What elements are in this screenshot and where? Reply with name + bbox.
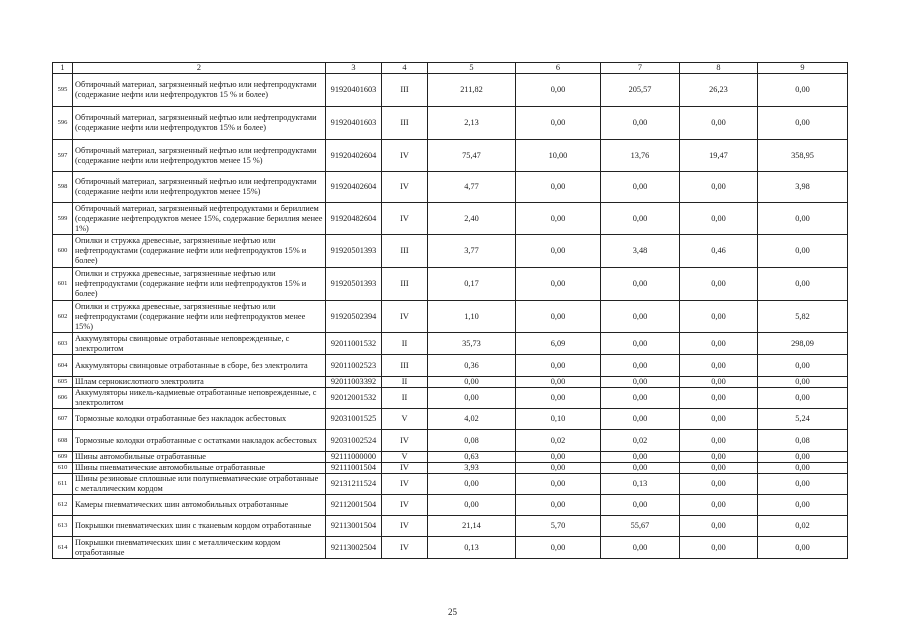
waste-name: Обтирочный материал, загрязненный нефтью или нефтепродуктами (содержание нефти или нефтепродуктов менее 15 %): [73, 140, 326, 172]
col9-value: 0,00: [758, 235, 848, 268]
hazard-class: IV: [382, 203, 428, 235]
col7-value: 55,67: [601, 516, 680, 537]
col7-value: 13,76: [601, 140, 680, 172]
hazard-class: IV: [382, 301, 428, 333]
table-row: [53, 268, 848, 301]
col-header-1: 1: [53, 63, 73, 74]
waste-name: Шины пневматические автомобильные отработанные: [73, 463, 326, 474]
col9-value: 0,00: [758, 355, 848, 377]
col5-value: 4,02: [428, 409, 516, 430]
fkko-code: 92113002504: [326, 537, 382, 559]
hazard-class: II: [382, 377, 428, 388]
col8-value: 0,00: [680, 452, 758, 463]
col5-value: 0,00: [428, 388, 516, 409]
col7-value: 0,00: [601, 107, 680, 140]
col9-value: 0,00: [758, 495, 848, 516]
waste-name: Тормозные колодки отработанные с остатками накладок асбестовых: [73, 430, 326, 452]
col6-value: 0,00: [516, 268, 601, 301]
hazard-class: III: [382, 235, 428, 268]
col-header-2: 2: [73, 63, 326, 74]
row-number: 614: [53, 537, 73, 559]
col7-value: 205,57: [601, 74, 680, 107]
row-number: 613: [53, 516, 73, 537]
col6-value: 0,00: [516, 235, 601, 268]
col8-value: 0,00: [680, 301, 758, 333]
col8-value: 0,00: [680, 377, 758, 388]
waste-name: Тормозные колодки отработанные без накладок асбестовых: [73, 409, 326, 430]
col6-value: 5,70: [516, 516, 601, 537]
hazard-class: V: [382, 452, 428, 463]
hazard-class: IV: [382, 172, 428, 203]
fkko-code: 92113001504: [326, 516, 382, 537]
col8-value: 26,23: [680, 74, 758, 107]
col6-value: 0,00: [516, 203, 601, 235]
col5-value: 2,40: [428, 203, 516, 235]
col7-value: 0,00: [601, 333, 680, 355]
waste-name: Обтирочный материал, загрязненный нефтью или нефтепродуктами (содержание нефти или нефтепродуктов 15 % и более): [73, 74, 326, 107]
row-number: 597: [53, 140, 73, 172]
col5-value: 21,14: [428, 516, 516, 537]
waste-name: Шины резиновые сплошные или полупневматические отработанные с металлическим кордом: [73, 474, 326, 495]
waste-name: Аккумуляторы никель-кадмиевые отработанные неповрежденные, с электролитом: [73, 388, 326, 409]
waste-name: Опилки и стружка древесные, загрязненные нефтью или нефтепродуктами (содержание нефти или нефтепродуктов 15% и более): [73, 235, 326, 268]
table-row: [53, 474, 848, 495]
table-row: [53, 495, 848, 516]
col6-value: 10,00: [516, 140, 601, 172]
table-row: [53, 537, 848, 559]
col7-value: 0,00: [601, 377, 680, 388]
fkko-code: 91920402604: [326, 140, 382, 172]
fkko-code: 91920482604: [326, 203, 382, 235]
fkko-code: 92031002524: [326, 430, 382, 452]
col-header-4: 4: [382, 63, 428, 74]
col-header-9: 9: [758, 63, 848, 74]
row-number: 604: [53, 355, 73, 377]
table-row: [53, 203, 848, 235]
col7-value: 0,00: [601, 388, 680, 409]
col5-value: 2,13: [428, 107, 516, 140]
col6-value: 0,00: [516, 172, 601, 203]
table-row: [53, 107, 848, 140]
table-row: [53, 301, 848, 333]
table-row: [53, 333, 848, 355]
row-number: 610: [53, 463, 73, 474]
table-row: [53, 74, 848, 107]
row-number: 612: [53, 495, 73, 516]
col9-value: 0,00: [758, 474, 848, 495]
hazard-class: IV: [382, 474, 428, 495]
col6-value: 0,00: [516, 474, 601, 495]
row-number: 600: [53, 235, 73, 268]
col5-value: 4,77: [428, 172, 516, 203]
col9-value: 0,00: [758, 268, 848, 301]
fkko-code: 92011003392: [326, 377, 382, 388]
col-header-6: 6: [516, 63, 601, 74]
col8-value: 0,00: [680, 463, 758, 474]
col8-value: 0,00: [680, 409, 758, 430]
hazard-class: III: [382, 107, 428, 140]
row-number: 607: [53, 409, 73, 430]
col8-value: 0,00: [680, 537, 758, 559]
table-body: [53, 63, 848, 559]
col8-value: 0,00: [680, 495, 758, 516]
col9-value: 5,24: [758, 409, 848, 430]
hazard-class: IV: [382, 140, 428, 172]
col7-value: 0,02: [601, 430, 680, 452]
fkko-code: 91920501393: [326, 268, 382, 301]
col6-value: 0,00: [516, 377, 601, 388]
col8-value: 0,00: [680, 268, 758, 301]
table-row: [53, 463, 848, 474]
col6-value: 0,00: [516, 452, 601, 463]
col6-value: 0,00: [516, 355, 601, 377]
col8-value: 0,00: [680, 430, 758, 452]
col9-value: 0,00: [758, 463, 848, 474]
hazard-class: II: [382, 388, 428, 409]
col8-value: 0,46: [680, 235, 758, 268]
col8-value: 0,00: [680, 333, 758, 355]
waste-name: Шины автомобильные отработанные: [73, 452, 326, 463]
col7-value: 0,00: [601, 301, 680, 333]
col7-value: 0,00: [601, 203, 680, 235]
waste-name: Камеры пневматических шин автомобильных отработанные: [73, 495, 326, 516]
col7-value: 0,13: [601, 474, 680, 495]
row-number: 602: [53, 301, 73, 333]
col9-value: 358,95: [758, 140, 848, 172]
header-row: [53, 63, 848, 74]
col8-value: 0,00: [680, 203, 758, 235]
col9-value: 0,00: [758, 537, 848, 559]
col9-value: 0,00: [758, 107, 848, 140]
col9-value: 5,82: [758, 301, 848, 333]
row-number: 608: [53, 430, 73, 452]
fkko-code: 91920401603: [326, 107, 382, 140]
col6-value: 0,00: [516, 537, 601, 559]
hazard-class: IV: [382, 430, 428, 452]
hazard-class: III: [382, 355, 428, 377]
table-row: [53, 430, 848, 452]
row-number: 596: [53, 107, 73, 140]
col5-value: 0,00: [428, 474, 516, 495]
waste-name: Опилки и стружка древесные, загрязненные нефтью или нефтепродуктами (содержание нефти или нефтепродуктов менее 15%): [73, 301, 326, 333]
waste-name: Обтирочный материал, загрязненный нефтью или нефтепродуктами (содержание нефти или нефтепродуктов менее 15%): [73, 172, 326, 203]
fkko-code: 92112001504: [326, 495, 382, 516]
col7-value: 0,00: [601, 172, 680, 203]
fkko-code: 91920501393: [326, 235, 382, 268]
col9-value: 0,08: [758, 430, 848, 452]
fkko-code: 91920402604: [326, 172, 382, 203]
hazard-class: V: [382, 409, 428, 430]
col-header-7: 7: [601, 63, 680, 74]
col6-value: 0,00: [516, 388, 601, 409]
col9-value: 0,02: [758, 516, 848, 537]
row-number: 595: [53, 74, 73, 107]
col6-value: 6,09: [516, 333, 601, 355]
col7-value: 0,00: [601, 409, 680, 430]
col9-value: 0,00: [758, 203, 848, 235]
col7-value: 0,00: [601, 452, 680, 463]
col8-value: 0,00: [680, 516, 758, 537]
fkko-code: 92012001532: [326, 388, 382, 409]
row-number: 601: [53, 268, 73, 301]
col8-value: 0,00: [680, 107, 758, 140]
fkko-code: 92031001525: [326, 409, 382, 430]
fkko-code: 92011002523: [326, 355, 382, 377]
table-row: [53, 409, 848, 430]
hazard-class: III: [382, 74, 428, 107]
fkko-code: 92131211524: [326, 474, 382, 495]
col9-value: 0,00: [758, 377, 848, 388]
col8-value: 0,00: [680, 172, 758, 203]
col5-value: 75,47: [428, 140, 516, 172]
col5-value: 35,73: [428, 333, 516, 355]
hazard-class: II: [382, 333, 428, 355]
col6-value: 0,00: [516, 107, 601, 140]
row-number: 603: [53, 333, 73, 355]
col6-value: 0,02: [516, 430, 601, 452]
col9-value: 0,00: [758, 388, 848, 409]
col5-value: 0,63: [428, 452, 516, 463]
waste-name: Обтирочный материал, загрязненный нефтепродуктами и бериллием (содержание нефтепродуктов менее 15%, содержание бериллия менее 1%): [73, 203, 326, 235]
col9-value: 0,00: [758, 452, 848, 463]
fkko-code: 92011001532: [326, 333, 382, 355]
col5-value: 0,00: [428, 495, 516, 516]
waste-name: Покрышки пневматических шин с тканевым кордом отработанные: [73, 516, 326, 537]
col7-value: 0,00: [601, 268, 680, 301]
col6-value: 0,00: [516, 463, 601, 474]
col8-value: 19,47: [680, 140, 758, 172]
col5-value: 0,08: [428, 430, 516, 452]
hazard-class: III: [382, 268, 428, 301]
row-number: 609: [53, 452, 73, 463]
col7-value: 0,00: [601, 495, 680, 516]
row-number: 599: [53, 203, 73, 235]
col5-value: 3,77: [428, 235, 516, 268]
fkko-code: 92111001504: [326, 463, 382, 474]
col9-value: 298,09: [758, 333, 848, 355]
waste-name: Опилки и стружка древесные, загрязненные нефтью или нефтепродуктами (содержание нефти или нефтепродуктов 15% и более): [73, 268, 326, 301]
col7-value: 3,48: [601, 235, 680, 268]
row-number: 611: [53, 474, 73, 495]
col5-value: 1,10: [428, 301, 516, 333]
table-row: [53, 452, 848, 463]
table-row: [53, 140, 848, 172]
waste-name: Аккумуляторы свинцовые отработанные неповрежденные, с электролитом: [73, 333, 326, 355]
hazard-class: IV: [382, 463, 428, 474]
col5-value: 0,13: [428, 537, 516, 559]
table-row: [53, 516, 848, 537]
hazard-class: IV: [382, 516, 428, 537]
col8-value: 0,00: [680, 355, 758, 377]
col8-value: 0,00: [680, 388, 758, 409]
col-header-3: 3: [326, 63, 382, 74]
col5-value: 3,93: [428, 463, 516, 474]
fkko-code: 91920502394: [326, 301, 382, 333]
table-row: [53, 355, 848, 377]
col6-value: 0,00: [516, 495, 601, 516]
col7-value: 0,00: [601, 355, 680, 377]
col7-value: 0,00: [601, 463, 680, 474]
col8-value: 0,00: [680, 474, 758, 495]
col-header-5: 5: [428, 63, 516, 74]
row-number: 605: [53, 377, 73, 388]
fkko-code: 92111000000: [326, 452, 382, 463]
table-row: [53, 172, 848, 203]
col9-value: 0,00: [758, 74, 848, 107]
col6-value: 0,00: [516, 74, 601, 107]
hazard-class: IV: [382, 537, 428, 559]
waste-table: [52, 62, 848, 559]
waste-name: Аккумуляторы свинцовые отработанные в сборе, без электролита: [73, 355, 326, 377]
table-row: [53, 235, 848, 268]
col5-value: 0,17: [428, 268, 516, 301]
col6-value: 0,10: [516, 409, 601, 430]
waste-name: Покрышки пневматических шин с металлическим кордом отработанные: [73, 537, 326, 559]
fkko-code: 91920401603: [326, 74, 382, 107]
page-number: 25: [448, 607, 457, 617]
waste-name: Обтирочный материал, загрязненный нефтью или нефтепродуктами (содержание нефти или нефтепродуктов 15% и более): [73, 107, 326, 140]
table-row: [53, 388, 848, 409]
col7-value: 0,00: [601, 537, 680, 559]
col5-value: 0,00: [428, 377, 516, 388]
row-number: 606: [53, 388, 73, 409]
col6-value: 0,00: [516, 301, 601, 333]
col9-value: 3,98: [758, 172, 848, 203]
hazard-class: IV: [382, 495, 428, 516]
col-header-8: 8: [680, 63, 758, 74]
col5-value: 211,82: [428, 74, 516, 107]
col5-value: 0,36: [428, 355, 516, 377]
row-number: 598: [53, 172, 73, 203]
waste-name: Шлам сернокислотного электролита: [73, 377, 326, 388]
table-row: [53, 377, 848, 388]
